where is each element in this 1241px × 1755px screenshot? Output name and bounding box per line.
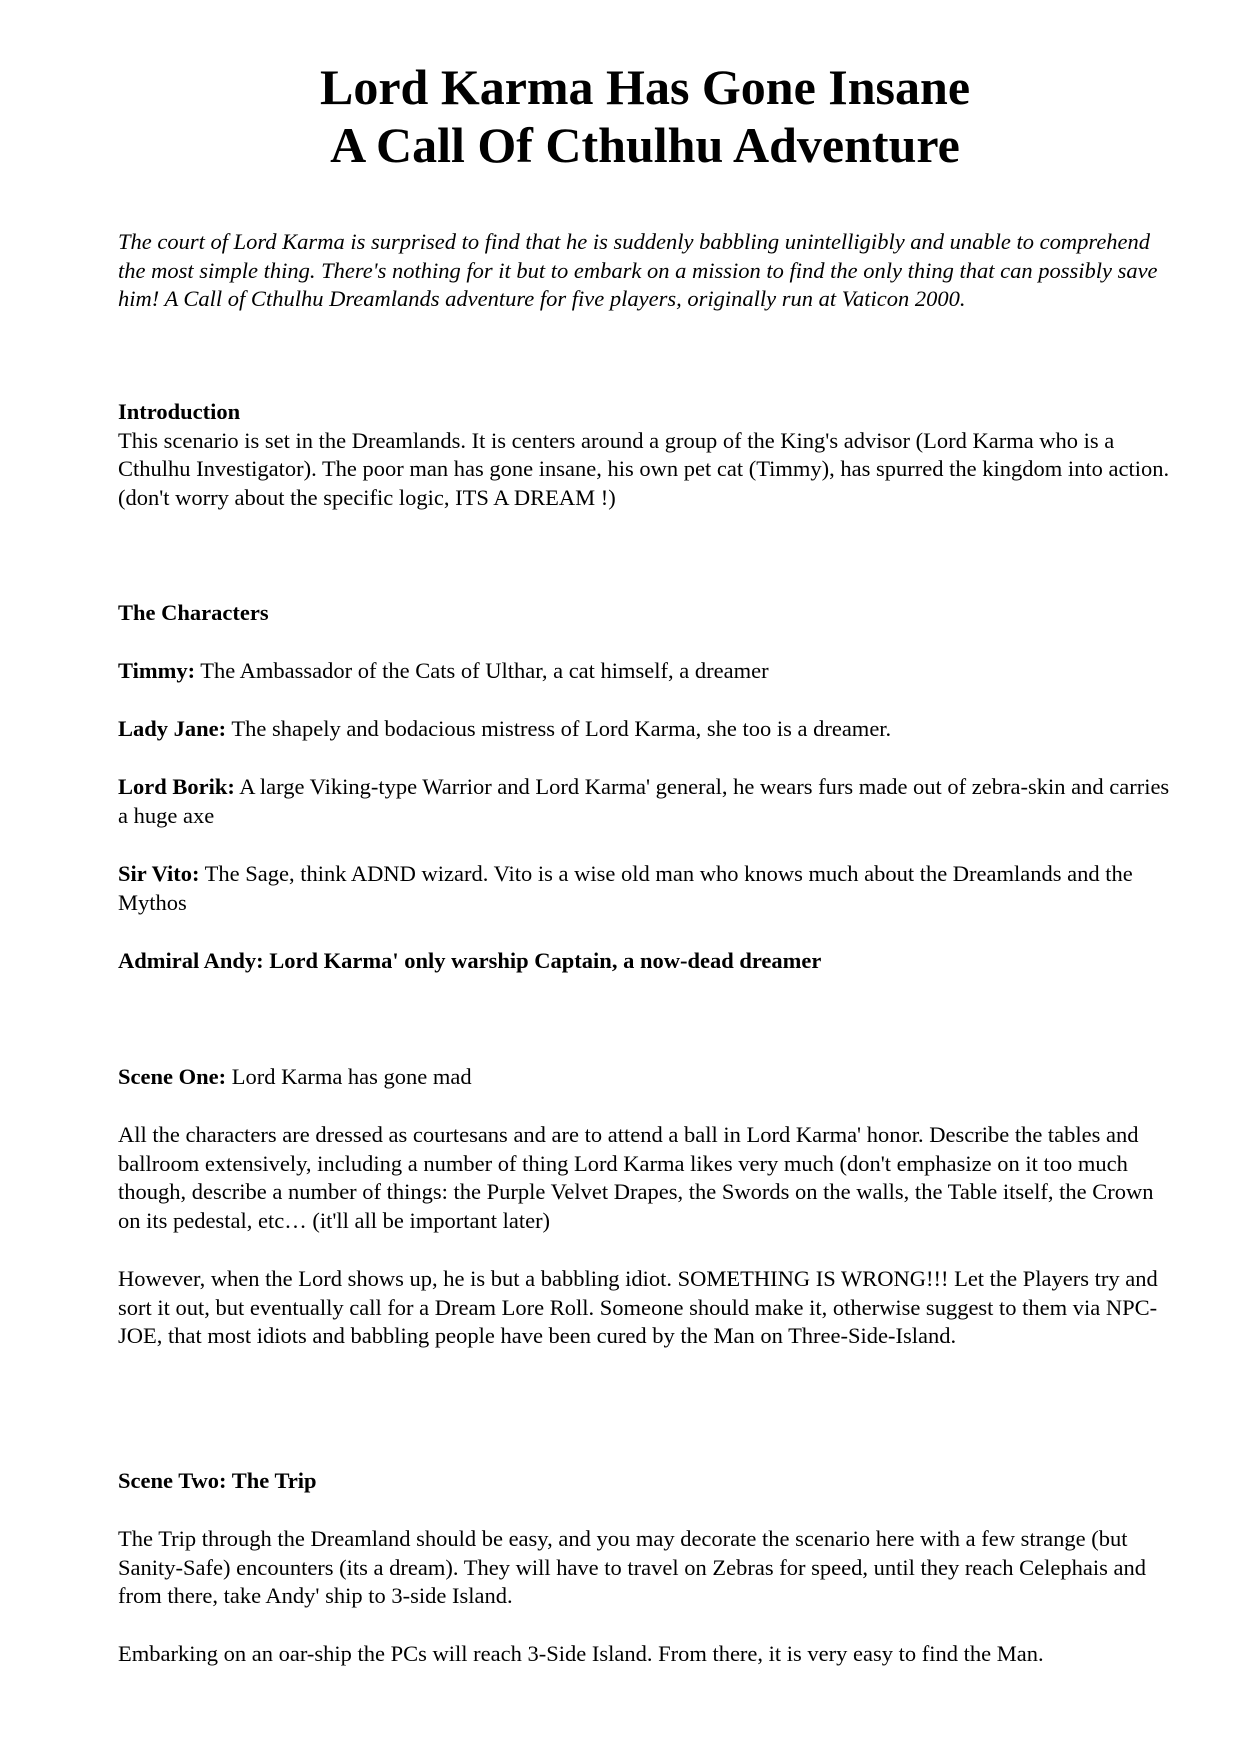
character-name: Timmy: bbox=[118, 658, 196, 683]
introduction-section bbox=[118, 398, 1178, 512]
characters-heading-text: The Characters bbox=[118, 600, 269, 625]
document-title bbox=[0, 58, 1241, 174]
scene-two-heading-text: Scene Two: The Trip bbox=[118, 1468, 317, 1493]
scene-two-heading bbox=[118, 1467, 1178, 1496]
character-desc: The Ambassador of the Cats of Ulthar, a cat himself, a dreamer bbox=[195, 658, 769, 683]
scene-two-paragraph-1: The Trip through the Dreamland should be easy, and you may decorate the scenario here with a few strange (but Sanity-Safe) encounters (its a dream). They will have to travel on Zebras for speed, until they reach Celephais and from there, take Andy' ship to 3-side Island. bbox=[118, 1526, 1146, 1608]
character-name: Admiral Andy: Lord Karma' only warship Captain, a now-dead dreamer bbox=[118, 948, 822, 973]
character-timmy bbox=[118, 657, 1178, 686]
scene-one-subtitle: Lord Karma has gone mad bbox=[226, 1064, 472, 1089]
character-admiral-andy bbox=[118, 947, 1178, 976]
scene-one-label: Scene One: bbox=[118, 1064, 227, 1089]
title-line-2: A Call Of Cthulhu Adventure bbox=[330, 117, 960, 173]
title-line-1: Lord Karma Has Gone Insane bbox=[319, 59, 971, 115]
character-name: Lord Borik: bbox=[118, 774, 235, 799]
introduction-heading: Introduction bbox=[118, 399, 241, 424]
scene-one-paragraph-1: All the characters are dressed as courtesans and are to attend a ball in Lord Karma' honor. Describe the tables and ballroom extensively, including a number of thing Lord Karma likes very much (don't emphasize on it too much though, describe a number of things: the Purple Velvet Drapes, the Swords on the walls, the Table itself, the Crown on its pedestal, etc… (it'll all be important later) bbox=[118, 1122, 1154, 1233]
scene-one-paragraph-2: However, when the Lord shows up, he is but a babbling idiot. SOMETHING IS WRONG!!! Let the Players try and sort it out, but eventually call for a Dream Lore Roll. Someone should make it, otherwise suggest to them via NPC-JOE, that most idiots and babbling people have been cured by the Man on Three-Side-Island. bbox=[118, 1266, 1158, 1348]
character-lady-jane bbox=[118, 715, 1178, 744]
introduction-text: This scenario is set in the Dreamlands. It is centers around a group of the King's advisor (Lord Karma who is a Cthulhu Investigator). The poor man has gone insane, his own pet cat (Timmy), has spurred the kingdom into action. (don't worry about the specific logic, ITS A DREAM !) bbox=[118, 427, 1170, 510]
scene-one-heading bbox=[118, 1063, 1178, 1092]
character-name: Sir Vito: bbox=[118, 861, 200, 886]
character-lord-borik bbox=[118, 773, 1178, 830]
character-desc: A large Viking-type Warrior and Lord Karma' general, he wears furs made out of zebra-skin and carries a huge axe bbox=[118, 774, 1170, 828]
character-desc: The Sage, think ADND wizard. Vito is a wise old man who knows much about the Dreamlands and the Mythos bbox=[118, 861, 1133, 915]
character-desc: The shapely and bodacious mistress of Lord Karma, she too is a dreamer. bbox=[226, 716, 892, 741]
intro-blurb: The court of Lord Karma is surprised to find that he is suddenly babbling unintelligibly and unable to comprehend the most simple thing. There's nothing for it but to embark on a mission to find the only thing that can possibly save him! A Call of Cthulhu Dreamlands adventure for five players, originally run at Vaticon 2000. bbox=[118, 229, 1158, 311]
characters-heading bbox=[118, 599, 1178, 628]
scene-two-paragraph-2: Embarking on an oar-ship the PCs will reach 3-Side Island. From there, it is very easy to find the Man. bbox=[118, 1641, 1044, 1666]
character-name: Lady Jane: bbox=[118, 716, 227, 741]
character-sir-vito bbox=[118, 860, 1178, 917]
